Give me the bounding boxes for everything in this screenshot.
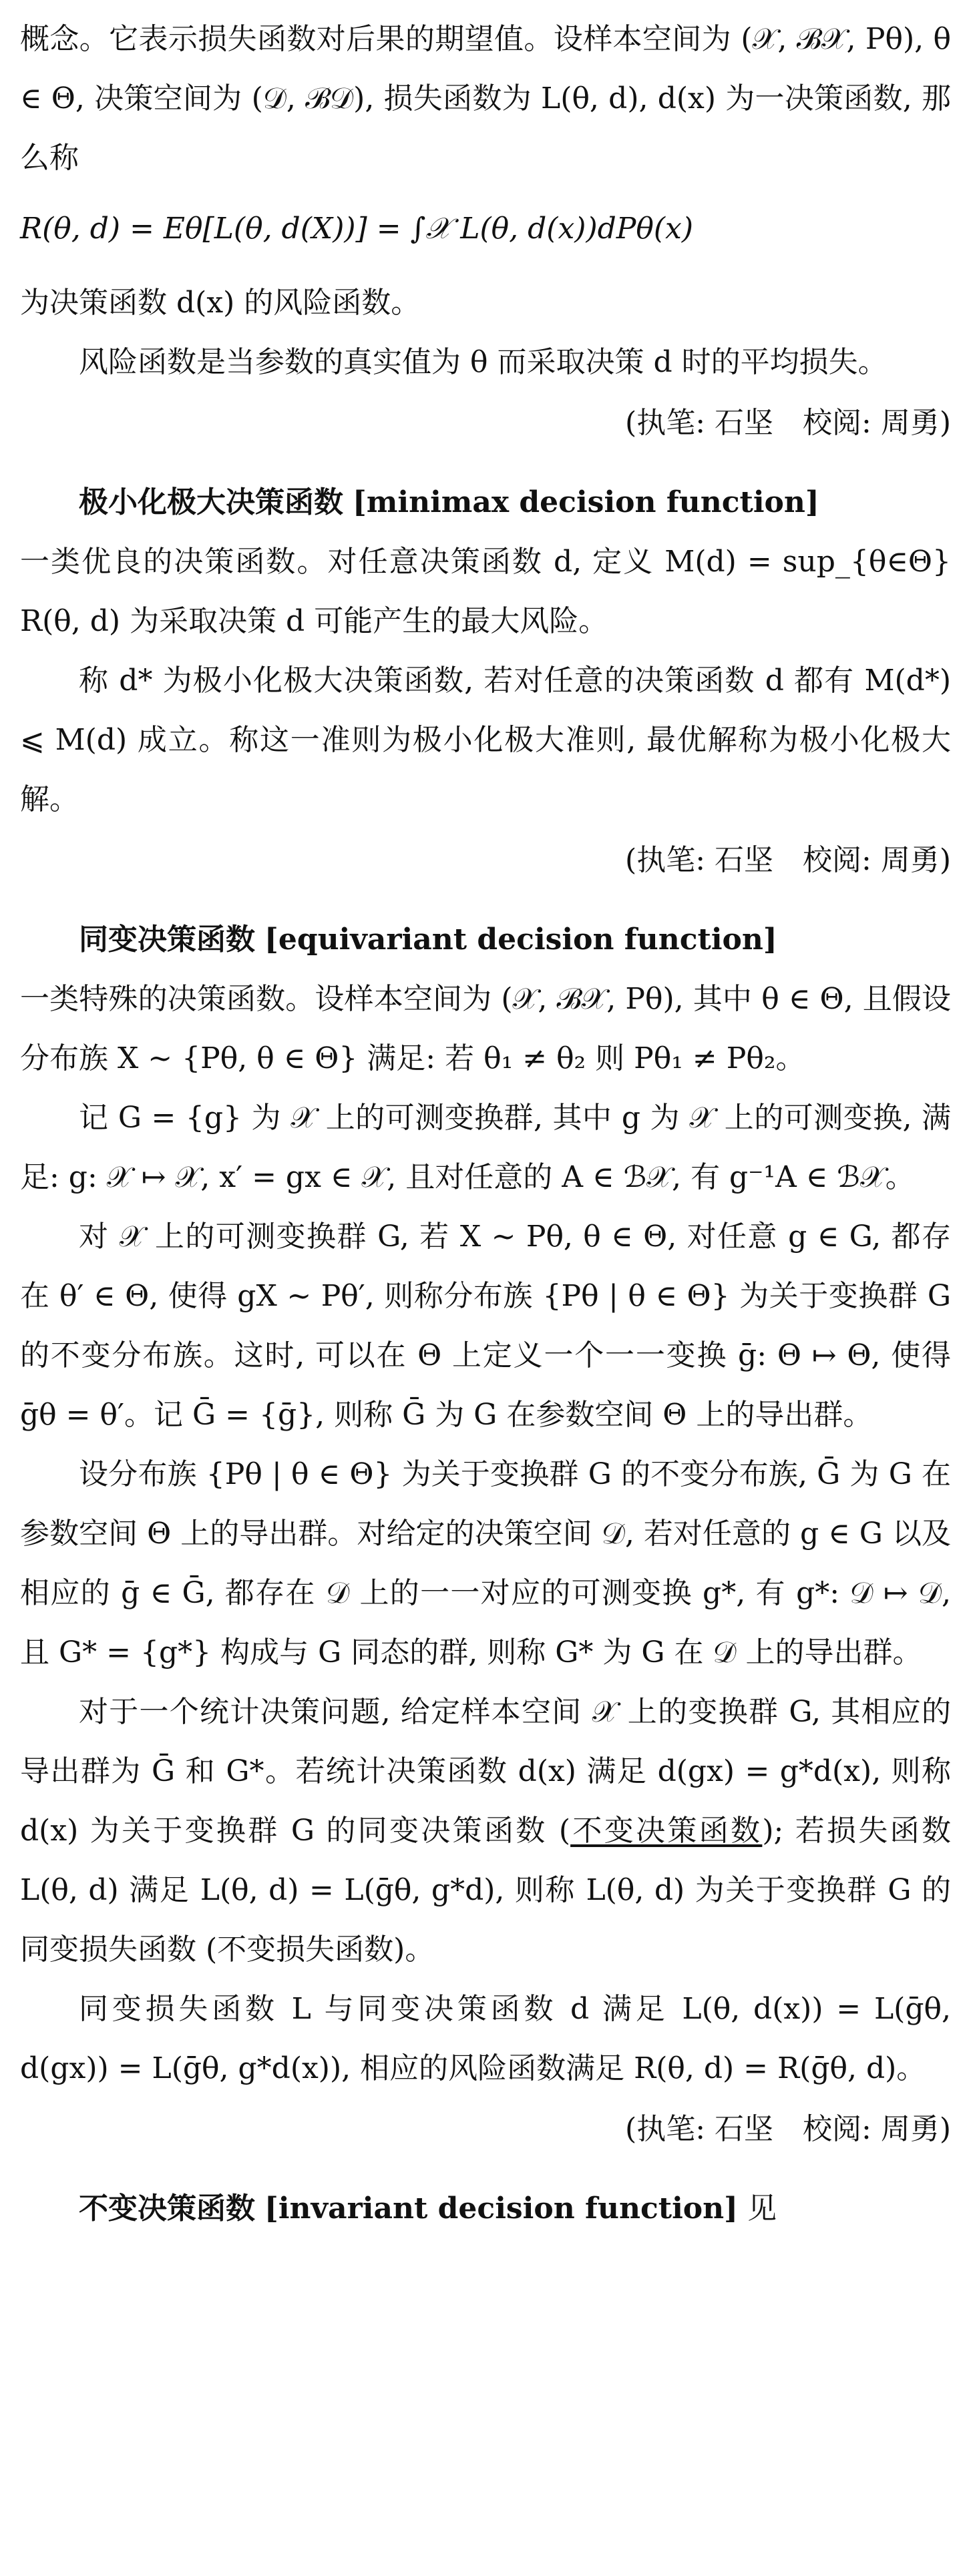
minimax-term-cn: 极小化极大决策函数 <box>79 485 343 519</box>
invariant-see-text: 见 <box>747 2192 777 2226</box>
minimax-term-en: [minimax decision function] <box>353 485 819 519</box>
entry-equivariant <box>20 910 951 2159</box>
minimax-heading <box>20 473 951 532</box>
equivariant-paragraph-2: 记 G = {g} 为 𝒳 上的可测变换群, 其中 g 为 𝒳 上的可测变换, 满足: g: 𝒳 ↦ 𝒳, x′ = gx ∈ 𝒳, 且对任意的 A ∈ ℬ𝒳, 有 g⁻¹A ∈ ℬ𝒳。 <box>20 1101 951 1194</box>
equivariant-p5-text-b: ); 若损失函数 L(θ, d) 满足 L(θ, d) = L(ḡθ, g*d), 则称 L(θ, d) 为关于变换群 G 的同变损失函数 (不变损失函数)。 <box>20 1814 951 1967</box>
invariant-term-en: [invariant decision function] <box>264 2192 738 2226</box>
risk-equation: R(θ, d) = Eθ[L(θ, d(X))] = ∫𝒳 L(θ, d(x))dPθ(x) <box>20 212 694 246</box>
minimax-signature: (执笔: 石坚 校阅: 周勇) <box>625 843 951 877</box>
equivariant-p5-text-a: 对于一个统计决策问题, 给定样本空间 𝒳 上的变换群 G, 其相应的导出群为 Ḡ 和 G*。若统计决策函数 d(x) 满足 d(gx) = g*d(x), 则称 d(x) 为关于变换群 G 的同变决策函数 ( <box>20 1695 951 1848</box>
risk-paragraph-1: 概念。它表示损失函数对后果的期望值。设样本空间为 (𝒳, ℬ𝒳, Pθ), θ ∈ Θ, 决策空间为 (𝒟, ℬ𝒟), 损失函数为 L(θ, d), d(x) 为一决策函数, 那么称 <box>20 22 951 175</box>
equivariant-heading <box>20 910 951 969</box>
equivariant-signature: (执笔: 石坚 校阅: 周勇) <box>625 2112 951 2146</box>
equivariant-term-cn: 同变决策函数 <box>79 923 255 957</box>
entry-risk-function <box>20 9 951 453</box>
risk-signature: (执笔: 石坚 校阅: 周勇) <box>625 406 951 440</box>
invariant-cross-reference-link[interactable]: 不变决策函数 <box>570 1814 763 1848</box>
entry-minimax <box>20 473 951 890</box>
minimax-paragraph-1: 一类优良的决策函数。对任意决策函数 d, 定义 M(d) = sup_{θ∈Θ} R(θ, d) 为采取决策 d 可能产生的最大风险。 <box>20 545 951 638</box>
risk-paragraph-2: 为决策函数 d(x) 的风险函数。 <box>20 286 421 320</box>
invariant-term-cn: 不变决策函数 <box>79 2192 255 2226</box>
equivariant-term-en: [equivariant decision function] <box>264 923 777 957</box>
equivariant-paragraph-1: 一类特殊的决策函数。设样本空间为 (𝒳, ℬ𝒳, Pθ), 其中 θ ∈ Θ, 且假设分布族 X ~ {Pθ, θ ∈ Θ} 满足: 若 θ₁ ≠ θ₂ 则 Pθ₁ ≠ Pθ₂。 <box>20 982 951 1075</box>
equivariant-paragraph-3: 对 𝒳 上的可测变换群 G, 若 X ~ Pθ, θ ∈ Θ, 对任意 g ∈ G, 都存在 θ′ ∈ Θ, 使得 gX ~ Pθ′, 则称分布族 {Pθ | θ ∈ Θ} 为关于变换群 G 的不变分布族。这时, 可以在 Θ 上定义一个一一变换 ḡ: Θ ↦ Θ, 使得 ḡθ = θ′。记 Ḡ = {ḡ}, 则称 Ḡ 为 G 在参数空间 Θ 上的导出群。 <box>20 1220 951 1432</box>
equivariant-paragraph-5 <box>20 1682 951 1979</box>
risk-paragraph-3: 风险函数是当参数的真实值为 θ 而采取决策 d 时的平均损失。 <box>79 345 888 379</box>
invariant-heading <box>20 2179 951 2238</box>
entry-invariant <box>20 2179 951 2238</box>
equivariant-paragraph-6: 同变损失函数 L 与同变决策函数 d 满足 L(θ, d(x)) = L(ḡθ, d(gx)) = L(ḡθ, g*d(x)), 相应的风险函数满足 R(θ, d) = R(ḡθ, d)。 <box>20 1992 951 2085</box>
minimax-paragraph-2: 称 d* 为极小化极大决策函数, 若对任意的决策函数 d 都有 M(d*) ⩽ M(d) 成立。称这一准则为极小化极大准则, 最优解称为极小化极大解。 <box>20 664 951 816</box>
equivariant-paragraph-4: 设分布族 {Pθ | θ ∈ Θ} 为关于变换群 G 的不变分布族, Ḡ 为 G 在参数空间 Θ 上的导出群。对给定的决策空间 𝒟, 若对任意的 g ∈ G 以及相应的 ḡ ∈ Ḡ, 都存在 𝒟 上的一一对应的可测变换 g*, 有 g*: 𝒟 ↦ 𝒟, 且 G* = {g*} 构成与 G 同态的群, 则称 G* 为 G 在 𝒟 上的导出群。 <box>20 1457 951 1669</box>
